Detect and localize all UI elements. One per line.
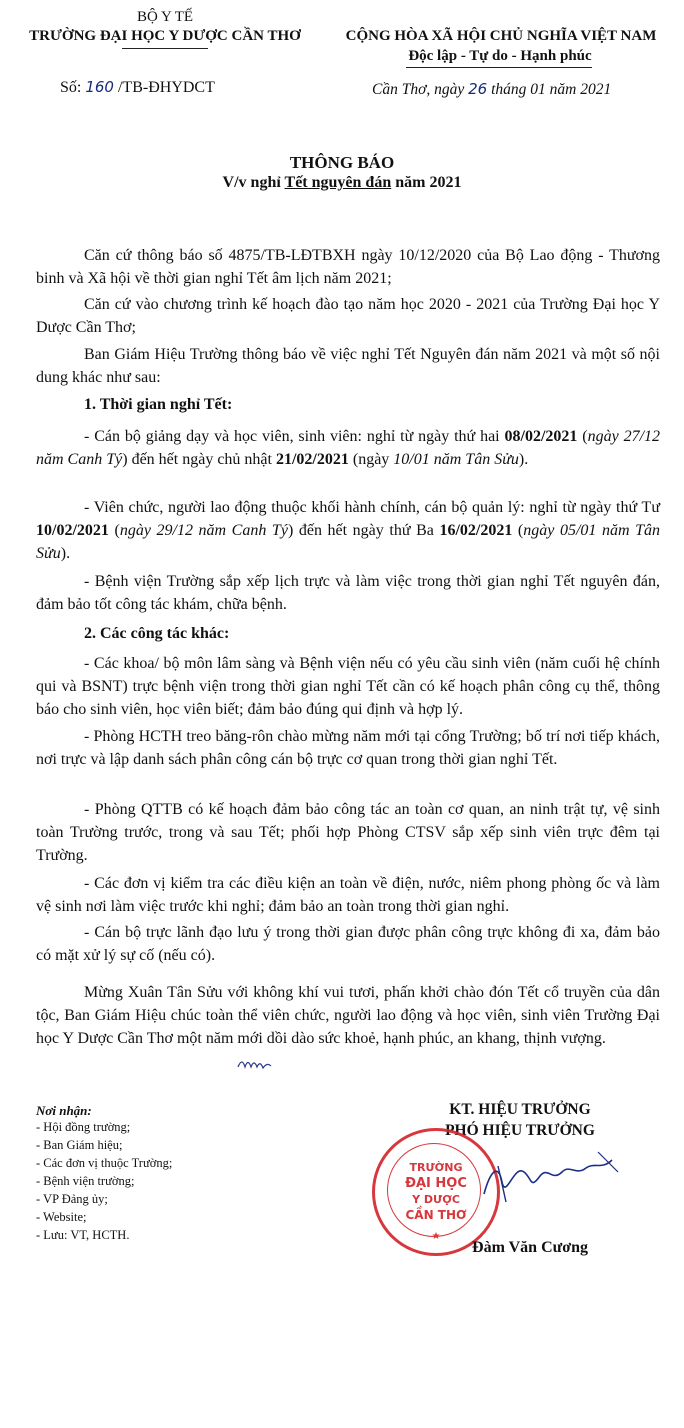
stamp-line-4: CẦN THƠ <box>405 1208 467 1222</box>
recipient-item: - Ban Giám hiệu; <box>36 1138 123 1152</box>
p4-text-d: đến hết ngày chủ nhật <box>131 451 272 468</box>
paragraph-staff-holiday: - Cán bộ giảng dạy và học viên, sinh viên: nghỉ từ ngày thứ hai 08/02/2021 (ngày 27/12 năm Canh Tý) đến hết ngày chủ nhật 21/02/2021 (ngày 10/01 năm Tân Sửu). <box>36 428 661 468</box>
document-date <box>372 80 611 99</box>
paragraph-admin-holiday: - Viên chức, người lao động thuộc khối hành chính, cán bộ quản lý: nghỉ từ ngày thứ Tư 10/02/2021 (ngày 29/12 năm Canh Tý) đến hết ngày thứ Ba 16/02/2021 (ngày 05/01 năm Tân Sửu). <box>36 499 661 562</box>
document-title: THÔNG BÁO <box>289 153 395 172</box>
recipient-item: - VP Đảng ủy; <box>36 1192 108 1206</box>
doc-no-label: Số: <box>60 79 82 96</box>
doc-no-suffix: /TB-ĐHYDCT <box>117 79 215 96</box>
paragraph-units-safety: - Các đơn vị kiểm tra các điều kiện an toàn về điện, nước, niêm phong phòng ốc và làm vệ sinh nơi làm việc trước khi nghỉ; đảm bảo an toàn trong thời gian nghỉ. <box>36 875 660 915</box>
paragraph-qttb: - Phòng QTTB có kế hoạch đảm bảo công tác an toàn cơ quan, an ninh trật tự, vệ sinh toàn Trường trước, trong và sau Tết; phối hợp Phòng CTSV sắp xếp sinh viên trực đêm tại Trường. <box>36 801 660 864</box>
p5-date-end: 16/02/2021 <box>439 522 513 539</box>
recipient-item: - Các đơn vị thuộc Trường; <box>36 1156 173 1170</box>
date-day-handwritten: 26 <box>468 80 488 98</box>
section-heading-2: 2. Các công tác khác: <box>84 625 230 642</box>
p4-text-f: (ngày <box>352 451 390 468</box>
handwritten-signature <box>478 1142 628 1212</box>
document-subject <box>0 174 684 192</box>
paragraph-new-year-wishes: Mừng Xuân Tân Sửu với không khí vui tươi, phấn khởi chào đón Tết cổ truyền của dân tộc, Ban Giám Hiệu chúc toàn thể viên chức, người lao động và học viên, sinh viên Trường Đại học Y Dược Cần Thơ một năm mới dồi dào sức khoẻ, hạnh phúc, an khang, thịnh vượng. <box>36 984 660 1047</box>
p5-text-a: - Viên chức, người lao động thuộc khối hành chính, cán bộ quản lý: nghỉ từ ngày thứ Tư <box>84 499 660 516</box>
initials-mark <box>236 1055 280 1075</box>
date-suffix: tháng 01 năm 2021 <box>491 81 612 98</box>
recipient-item: - Website; <box>36 1210 87 1224</box>
p5-lunar-start: ngày 29/12 năm Canh Tý <box>119 522 288 539</box>
paragraph-hospital-schedule: - Bệnh viện Trường sắp xếp lịch trực và làm việc trong thời gian nghỉ Tết nguyên đán, đảm bảo tốt công tác khám, chữa bệnh. <box>36 573 660 613</box>
recipients-title: Nơi nhận: <box>36 1103 92 1118</box>
star-icon: ★ <box>431 1231 441 1242</box>
signer-role-1: KT. HIỆU TRƯỞNG <box>449 1101 591 1118</box>
recipient-item: - Lưu: VT, HCTH. <box>36 1228 130 1242</box>
document-number <box>60 78 215 97</box>
motto: Độc lập - Tự do - Hạnh phúc <box>408 48 592 64</box>
signer-name: Đàm Văn Cương <box>472 1239 588 1256</box>
recipient-item: - Hội đồng trường; <box>36 1120 131 1134</box>
paragraph-leadership-duty: - Cán bộ trực lãnh đạo lưu ý trong thời gian được phân công trực không đi xa, đảm bảo có mặt xử lý sự cố (nếu có). <box>36 924 660 964</box>
p5-text-d: đến hết ngày thứ Ba <box>298 522 434 539</box>
paragraph-legal-basis-2: Căn cứ vào chương trình kế hoạch đào tạo năm học 2020 - 2021 của Trường Đại học Y Dược Cần Thơ; <box>36 296 660 336</box>
recipient-item: - Bệnh viện trường; <box>36 1174 135 1188</box>
stamp-line-2: ĐẠI HỌC <box>405 1176 467 1191</box>
stamp-line-3: Y DƯỢC <box>412 1193 460 1206</box>
p4-date-end: 21/02/2021 <box>275 451 349 468</box>
p4-lunar-end: 10/01 năm Tân Sửu <box>393 451 519 468</box>
signer-role-2: PHÓ HIỆU TRƯỞNG <box>445 1122 595 1139</box>
p4-date-start: 08/02/2021 <box>504 428 578 445</box>
stamp-line-1: TRƯỜNG <box>409 1161 463 1174</box>
nation-name: CỘNG HÒA XÃ HỘI CHỦ NGHĨA VIỆT NAM <box>345 28 657 44</box>
subject-underlined: Tết nguyên đán <box>284 174 392 191</box>
p5-date-start: 10/02/2021 <box>36 522 109 539</box>
p4-text-a: - Cán bộ giảng dạy và học viên, sinh viên: nghỉ từ ngày thứ hai <box>84 428 500 445</box>
paragraph-announcement: Ban Giám Hiệu Trường thông báo về việc nghỉ Tết Nguyên đán năm 2021 và một số nội dung khác như sau: <box>36 346 660 386</box>
p4-lunar-start: ngày 27/12 năm Canh Tý <box>36 428 661 468</box>
date-prefix: Cần Thơ, ngày <box>372 81 465 98</box>
header-left-rule <box>122 48 208 49</box>
doc-no-handwritten: 160 <box>85 78 114 96</box>
ministry-name: BỘ Y TẾ <box>136 9 194 25</box>
paragraph-clinical-units: - Các khoa/ bộ môn lâm sàng và Bệnh viện nếu có yêu cầu sinh viên (năm cuối hệ chính qui và BSNT) trực bệnh viện trong thời gian nghỉ Tết cần có kế hoạch phân công cụ thể, thông báo cho sinh viên, học viên biết; đảm bảo đúng qui định và hợp lý. <box>36 655 660 718</box>
school-name: TRƯỜNG ĐẠI HỌC Y DƯỢC CẦN THƠ <box>29 28 301 44</box>
paragraph-legal-basis-1: Căn cứ thông báo số 4875/TB-LĐTBXH ngày 10/12/2020 của Bộ Lao động - Thương binh và Xã hội về thời gian nghỉ Tết âm lịch năm 2021; <box>36 247 660 287</box>
subject-prefix: V/v nghỉ <box>222 174 281 191</box>
section-heading-1: 1. Thời gian nghỉ Tết: <box>84 396 233 413</box>
header-right-rule <box>406 67 592 68</box>
paragraph-hcth: - Phòng HCTH treo băng-rôn chào mừng năm mới tại cổng Trường; bố trí nơi tiếp khách, nơi trực và lập danh sách phân công cán bộ trực cơ quan trong thời gian nghỉ Tết. <box>36 728 660 768</box>
p5-lunar-end: ngày 05/01 năm Tân Sửu <box>36 522 661 562</box>
subject-suffix: năm 2021 <box>395 174 462 191</box>
